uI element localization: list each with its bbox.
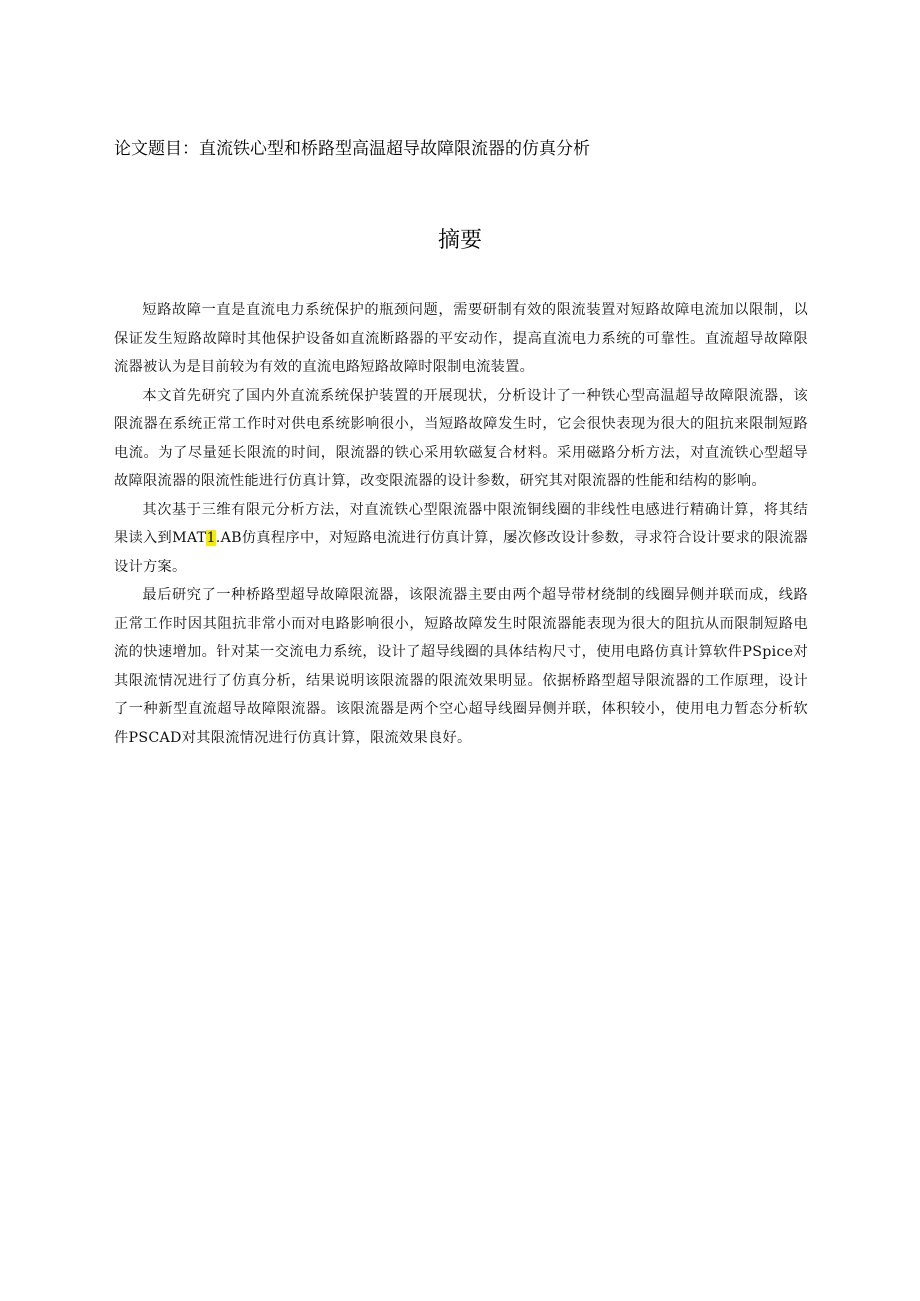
abstract-paragraph-2: 本文首先研究了国内外直流系统保护装置的开展现状，分析设计了一种铁心型高温超导故障限流器，该限流器在系统正常工作时对供电系统影响很小，当短路故障发生时，它会很快表现为很大的阻抗来限制短路电流。为了尽量延长限流的时间，限流器的铁心采用软磁复合材料。采用磁路分析方法，对直流铁心型超导故障限流器的限流性能进行仿真计算，改变限流器的设计参数，研究其对限流器的性能和结构的影响。 — [114, 387, 808, 489]
abstract-heading: 摘要 — [437, 228, 482, 253]
thesis-title — [114, 136, 814, 162]
abstract-paragraph-1: 短路故障一直是直流电力系统保护的瓶颈问题，需要研制有效的限流装置对短路故障电流加以限制，以保证发生短路故障时其他保护设备如直流断路器的平安动作，提高直流电力系统的可靠性。直流超导故障限流器被认为是目前较为有效的直流电路短路故障时限制电流装置。 — [114, 302, 808, 375]
highlighted-text: 1 — [206, 530, 216, 546]
abstract-body — [114, 296, 808, 752]
abstract-paragraph-3 — [114, 496, 808, 582]
paragraph-3-text-after: .AB仿真程序中，对短路电流进行仿真计算，屡次修改设计参数，寻求符合设计要求的限流器设计方案。 — [114, 530, 808, 575]
abstract-paragraph-4: 最后研究了一种桥路型超导故障限流器，该限流器主要由两个超导带材绕制的线圈异侧并联而成，线路正常工作时因其阻抗非常小而对电路影响很小，短路故障发生时限流器能表现为很大的阻抗从而限制短路电流的快速增加。针对某一交流电力系统，设计了超导线圈的具体结构尺寸，使用电路仿真计算软件PSpice对其限流情况进行了仿真分析，结果说明该限流器的限流效果明显。依据桥路型超导限流器的工作原理，设计了一种新型直流超导故障限流器。该限流器是两个空心超导线圈异侧并联，体积较小，使用电力暂态分析软件PSCAD对其限流情况进行仿真计算，限流效果良好。 — [114, 587, 808, 746]
thesis-title-text: 直流铁心型和桥路型高温超导故障限流器的仿真分析 — [199, 139, 590, 159]
paragraph-3-text-before: 其次基于三维有限元分析方法，对直流铁心型限流器中限流铜线圈的非线性电感进行精确计算，将其结果读入到MAT — [114, 501, 808, 546]
thesis-title-label: 论文题目： — [114, 139, 199, 159]
